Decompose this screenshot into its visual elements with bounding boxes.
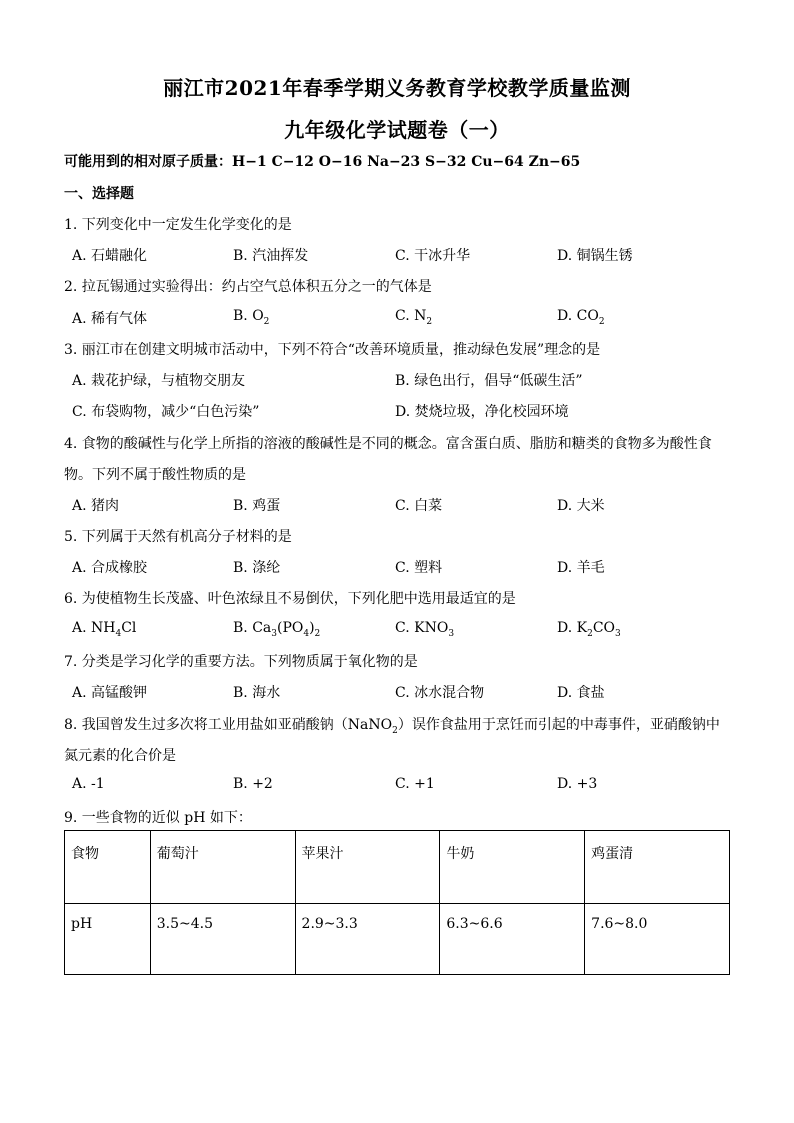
ph-table-cell: 7.6~8.0 xyxy=(585,904,730,975)
ph-table-header-cell: 苹果汁 xyxy=(295,831,440,904)
exam-title: 丽江市2021年春季学期义务教育学校教学质量监测 xyxy=(163,76,631,100)
ph-table-cell: 2.9~3.3 xyxy=(295,904,440,975)
ph-table-cell: 3.5~4.5 xyxy=(150,904,295,975)
question-7-option-d: D. 食盐 xyxy=(557,685,605,701)
question-5-stem: 5. 下列属于天然有机高分子材料的是 xyxy=(64,529,292,545)
question-3-option-c: C. 布袋购物，减少“白色污染” xyxy=(72,404,260,420)
question-4-option-c: C. 白菜 xyxy=(395,498,443,514)
question-8-stem-line2: 氮元素的化合价是 xyxy=(64,748,176,764)
question-5-option-c: C. 塑料 xyxy=(395,560,443,576)
question-5-option-d: D. 羊毛 xyxy=(557,560,605,576)
ph-table-header-cell: 食物 xyxy=(65,831,151,904)
question-5-option-a: A. 合成橡胶 xyxy=(72,560,148,576)
ph-table-header-cell: 牛奶 xyxy=(440,831,585,904)
question-8-option-c: C. +1 xyxy=(395,776,435,792)
question-4-option-a: A. 猪肉 xyxy=(72,498,120,514)
question-8-option-d: D. +3 xyxy=(557,776,598,792)
ph-table-header-cell: 葡萄汁 xyxy=(150,831,295,904)
question-6-option-d: D. $K_2CO_3$ xyxy=(557,620,621,639)
question-7-option-b: B. 海水 xyxy=(233,685,281,701)
question-8-stem-line1: 8. 我国曾发生过多次将工业用盐如亚硝酸钠（NaNO$_2$）误作食盐用于烹饪而引起的中毒事件，亚硝酸钠中 xyxy=(64,717,720,736)
question-4-option-d: D. 大米 xyxy=(557,498,605,514)
exam-subtitle: 九年级化学试题卷（一） xyxy=(284,118,510,142)
question-3-option-d: D. 焚烧垃圾，净化校园环境 xyxy=(395,404,569,420)
question-4-option-b: B. 鸡蛋 xyxy=(233,498,281,514)
ph-table-header-row xyxy=(65,831,730,904)
question-6-option-c: C. $KNO_3$ xyxy=(395,620,455,639)
question-2-option-c: C. $N_2$ xyxy=(395,308,433,327)
question-7-option-a: A. 高锰酸钾 xyxy=(72,685,148,701)
question-6-option-a: A. $NH_4Cl$ xyxy=(72,620,137,639)
question-3-option-a: A. 栽花护绿，与植物交朋友 xyxy=(72,373,246,389)
question-7-option-c: C. 冰水混合物 xyxy=(395,685,485,701)
question-1-option-a: A. 石蜡融化 xyxy=(72,248,148,264)
section-title: 一、选择题 xyxy=(64,186,134,202)
atomic-masses: 可能用到的相对原子质量：H−1 C−12 O−16 Na−23 S−32 Cu−64 Zn−65 xyxy=(64,154,581,170)
question-2-option-a: A. 稀有气体 xyxy=(72,311,148,327)
question-3-stem: 3. 丽江市在创建文明城市活动中，下列不符合“改善环境质量，推动绿色发展”理念的是 xyxy=(64,342,601,358)
question-2-stem: 2. 拉瓦锡通过实验得出：约占空气总体积五分之一的气体是 xyxy=(64,279,432,295)
question-8-option-b: B. +2 xyxy=(233,776,273,792)
question-5-option-b: B. 涤纶 xyxy=(233,560,281,576)
question-4-stem-line2: 物。下列不属于酸性物质的是 xyxy=(64,467,246,483)
ph-table-cell: pH xyxy=(65,904,151,975)
question-7-stem: 7. 分类是学习化学的重要方法。下列物质属于氧化物的是 xyxy=(64,654,418,670)
ph-table-header-cell: 鸡蛋清 xyxy=(585,831,730,904)
question-6-option-b: B. $Ca_3(PO_4)_2$ xyxy=(233,620,321,639)
question-9-stem: 9. 一些食物的近似 pH 如下： xyxy=(64,810,252,826)
question-2-option-b: B. $O_2$ xyxy=(233,308,270,327)
question-4-stem-line1: 4. 食物的酸碱性与化学上所指的溶液的酸碱性是不同的概念。富含蛋白质、脂肪和糖类的食物多为酸性食 xyxy=(64,436,712,452)
question-8-option-a: A. -1 xyxy=(72,776,105,792)
question-1-stem: 1. 下列变化中一定发生化学变化的是 xyxy=(64,217,292,233)
question-6-stem: 6. 为使植物生长茂盛、叶色浓绿且不易倒伏，下列化肥中选用最适宜的是 xyxy=(64,591,516,607)
ph-table-row xyxy=(65,904,730,975)
question-2-option-d: D. $CO_2$ xyxy=(557,308,605,327)
question-1-option-d: D. 铜锅生锈 xyxy=(557,248,633,264)
question-1-option-c: C. 干冰升华 xyxy=(395,248,471,264)
question-3-option-b: B. 绿色出行，倡导“低碳生活” xyxy=(395,373,583,389)
ph-table xyxy=(64,830,730,975)
ph-table-cell: 6.3~6.6 xyxy=(440,904,585,975)
question-1-option-b: B. 汽油挥发 xyxy=(233,248,309,264)
